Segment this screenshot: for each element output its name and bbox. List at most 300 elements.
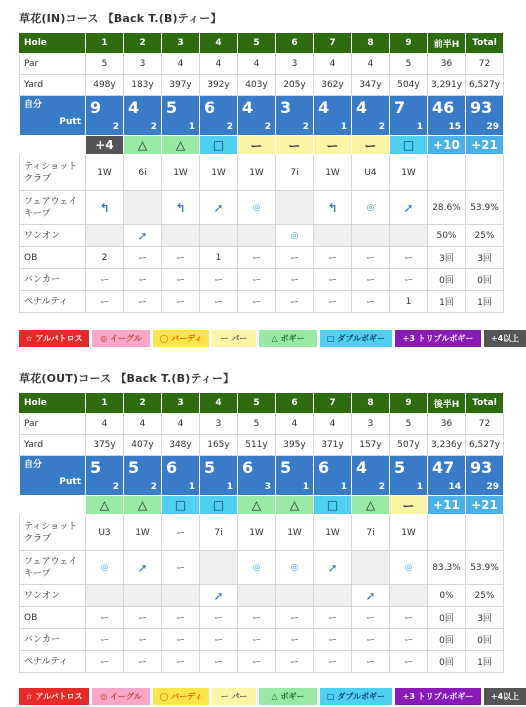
par-row-cell: 4 — [124, 414, 162, 435]
tee-club-row-cell: 1W — [86, 155, 124, 191]
bunker-row-cell: ー — [390, 269, 428, 291]
header-cell: 3 — [162, 33, 200, 54]
legend-triple: +3 トリプルボギー — [395, 688, 481, 705]
result-cell: +10 — [428, 136, 466, 155]
ob-row — [20, 247, 504, 269]
ob-row-cell: ー — [200, 607, 238, 629]
putt-count: 2 — [378, 121, 385, 132]
score-cell — [200, 96, 238, 136]
ob-row-cell: ー — [162, 607, 200, 629]
yard-row — [20, 435, 504, 456]
header-cell: 9 — [390, 393, 428, 414]
fairway-keep-row-cell — [352, 551, 390, 585]
fairway-keep-row-cell — [390, 551, 428, 585]
yard-row-cell: 395y — [276, 435, 314, 456]
penalty-row-cell: ー — [124, 651, 162, 673]
stroke-count: 5 — [128, 457, 140, 477]
curve-right-arrow-icon: ➚ — [213, 588, 224, 603]
putt-count: 2 — [112, 481, 119, 492]
par-row-cell: 3 — [276, 54, 314, 75]
legend-eagle: ◎ イーグル — [92, 330, 150, 347]
one-on-row-label: ワンオン — [20, 225, 86, 247]
legend-over: +4以上 — [484, 330, 526, 347]
header-cell: 2 — [124, 393, 162, 414]
bunker-row-label: バンカー — [20, 269, 86, 291]
result-cell: ー — [390, 496, 428, 515]
putt-count: 14 — [448, 481, 461, 492]
penalty-row-cell: ー — [162, 651, 200, 673]
bunker-row-cell: ー — [200, 629, 238, 651]
score-cell — [124, 96, 162, 136]
fairway-keep-row-cell: 53.9% — [466, 551, 504, 585]
ring-target-icon: ◎ — [366, 202, 375, 213]
result-cell: △ — [276, 496, 314, 515]
header-cell: 後半H — [428, 393, 466, 414]
ring-target-icon: ◎ — [252, 562, 261, 573]
putt-count: 2 — [264, 121, 271, 132]
one-on-row-cell — [238, 225, 276, 247]
tee-club-row-cell: 1W — [124, 515, 162, 551]
score-cell — [352, 456, 390, 496]
result-cell: +21 — [466, 136, 504, 155]
par-row-cell: 4 — [314, 54, 352, 75]
penalty-row-cell: ー — [238, 651, 276, 673]
legend-bogey: △ ボギー — [259, 688, 317, 705]
par-row-label: Par — [20, 54, 86, 75]
one-on-row — [20, 585, 504, 607]
stroke-count: 47 — [432, 457, 455, 477]
result-cell: ー — [314, 136, 352, 155]
result-cell: □ — [200, 136, 238, 155]
penalty-row-cell: ー — [86, 651, 124, 673]
score-cell — [352, 96, 390, 136]
stroke-count: 5 — [166, 97, 178, 117]
par-row-cell: 5 — [390, 54, 428, 75]
par-row-cell: 3 — [200, 414, 238, 435]
one-on-row-label: ワンオン — [20, 585, 86, 607]
yard-row-cell: 6,527y — [466, 75, 504, 96]
stroke-count: 46 — [432, 97, 455, 117]
stroke-count: 6 — [242, 457, 254, 477]
score-cell — [276, 96, 314, 136]
result-label-cell — [20, 136, 86, 155]
penalty-row-cell: ー — [352, 651, 390, 673]
result-cell: △ — [86, 496, 124, 515]
ob-row-cell: ー — [238, 247, 276, 269]
ring-target-icon: ◎ — [290, 230, 299, 241]
stroke-count: 9 — [90, 97, 102, 117]
hook-left-arrow-icon: ↰ — [327, 200, 338, 215]
ob-row-cell: ー — [86, 607, 124, 629]
ob-row-cell: ー — [390, 607, 428, 629]
tee-club-row-cell — [428, 515, 466, 551]
fairway-keep-row-cell — [200, 191, 238, 225]
putt-count: 1 — [340, 121, 347, 132]
fairway-keep-row-label: フェアウェイキープ — [20, 551, 86, 585]
yard-row-cell: 347y — [352, 75, 390, 96]
ring-target-icon: ◎ — [404, 562, 413, 573]
stroke-count: 4 — [356, 97, 368, 117]
score-cell — [200, 456, 238, 496]
one-on-row-cell — [238, 585, 276, 607]
fairway-keep-row-cell — [86, 191, 124, 225]
legend-over: +4以上 — [484, 688, 526, 705]
tee-club-row-cell: 1W — [238, 155, 276, 191]
one-on-row-cell — [86, 225, 124, 247]
result-row — [20, 136, 504, 155]
par-row-cell: 4 — [200, 54, 238, 75]
stroke-count: 5 — [204, 457, 216, 477]
one-on-row-cell: 0% — [428, 585, 466, 607]
fairway-keep-row-label: フェアウェイキープ — [20, 191, 86, 225]
score-cell — [162, 456, 200, 496]
legend-eagle: ◎ イーグル — [92, 688, 150, 705]
legend-birdie: ◯ バーディ — [153, 688, 209, 705]
stroke-count: 4 — [128, 97, 140, 117]
par-row-label: Par — [20, 414, 86, 435]
header-cell: 8 — [352, 33, 390, 54]
bunker-row-label: バンカー — [20, 629, 86, 651]
par-row-cell: 4 — [314, 414, 352, 435]
my-score-label-cell — [20, 456, 86, 496]
penalty-row-cell: ー — [124, 291, 162, 313]
header-hole-label: Hole — [20, 33, 86, 54]
result-cell: □ — [390, 136, 428, 155]
result-cell: +21 — [466, 496, 504, 515]
curve-right-arrow-icon: ➚ — [137, 228, 148, 243]
header-row — [20, 33, 504, 54]
penalty-row-cell: ー — [200, 651, 238, 673]
fairway-keep-row-cell: 53.9% — [466, 191, 504, 225]
fairway-keep-row — [20, 191, 504, 225]
ob-row-cell: ー — [352, 247, 390, 269]
my-score-label: 自分 — [24, 460, 43, 470]
fairway-keep-row-cell — [352, 191, 390, 225]
legend-bogey: △ ボギー — [259, 330, 317, 347]
putt-count: 3 — [264, 481, 271, 492]
par-row-cell: 5 — [390, 414, 428, 435]
putt-count: 1 — [416, 121, 423, 132]
tee-club-row-cell: 6i — [124, 155, 162, 191]
ring-target-icon: ◎ — [252, 202, 261, 213]
one-on-row-cell: 50% — [428, 225, 466, 247]
result-cell: ー — [238, 136, 276, 155]
tee-club-row-cell: ー — [162, 515, 200, 551]
tee-club-row-label: ティショットクラブ — [20, 515, 86, 551]
penalty-row — [20, 291, 504, 313]
ob-row-cell: ー — [124, 607, 162, 629]
putt-count: 29 — [486, 121, 499, 132]
putt-count: 1 — [188, 481, 195, 492]
legend-dbl: □ ダブルボギー — [320, 688, 392, 705]
yard-row-cell: 407y — [124, 435, 162, 456]
fairway-keep-row-cell — [200, 551, 238, 585]
one-on-row-cell — [352, 225, 390, 247]
result-cell: ー — [276, 136, 314, 155]
header-cell: 前半H — [428, 33, 466, 54]
header-cell: 5 — [238, 33, 276, 54]
putt-count: 1 — [302, 481, 309, 492]
header-cell: 4 — [200, 393, 238, 414]
bunker-row-cell: 0回 — [428, 269, 466, 291]
yard-row-cell: 403y — [238, 75, 276, 96]
curve-right-arrow-icon: ➚ — [213, 200, 224, 215]
yard-row-label: Yard — [20, 435, 86, 456]
one-on-row-cell — [200, 225, 238, 247]
bunker-row — [20, 269, 504, 291]
putt-label: Putt — [59, 477, 81, 487]
penalty-row-cell: ー — [352, 291, 390, 313]
curve-right-arrow-icon: ➚ — [327, 560, 338, 575]
yard-row-cell: 507y — [390, 435, 428, 456]
penalty-row-label: ペナルティ — [20, 651, 86, 673]
ob-row-cell: 2 — [86, 247, 124, 269]
yard-row-cell: 504y — [390, 75, 428, 96]
bunker-row-cell: ー — [86, 629, 124, 651]
bunker-row-cell: 0回 — [466, 629, 504, 651]
result-label-cell — [20, 496, 86, 515]
par-row-cell: 5 — [238, 414, 276, 435]
ob-row-cell: 1 — [200, 247, 238, 269]
tee-club-row-cell: 7i — [352, 515, 390, 551]
result-cell: △ — [124, 136, 162, 155]
par-row-cell: 72 — [466, 414, 504, 435]
yard-row-cell: 371y — [314, 435, 352, 456]
result-cell: □ — [200, 496, 238, 515]
tee-club-row-cell: 7i — [200, 515, 238, 551]
par-row-cell: 4 — [162, 54, 200, 75]
stroke-count: 4 — [242, 97, 254, 117]
score-cell — [86, 96, 124, 136]
bunker-row-cell: ー — [200, 269, 238, 291]
penalty-row-cell: ー — [200, 291, 238, 313]
tee-club-row-cell: 7i — [276, 155, 314, 191]
stroke-count: 5 — [90, 457, 102, 477]
one-on-row-cell — [162, 225, 200, 247]
stroke-count: 4 — [356, 457, 368, 477]
header-cell: 6 — [276, 393, 314, 414]
legend-par: ー パー — [212, 330, 256, 347]
yard-row-cell: 3,291y — [428, 75, 466, 96]
ob-row-cell: 3回 — [428, 247, 466, 269]
score-cell — [276, 456, 314, 496]
header-cell: 6 — [276, 33, 314, 54]
bunker-row-cell: ー — [314, 629, 352, 651]
yard-row-cell: 511y — [238, 435, 276, 456]
hook-left-arrow-icon: ↰ — [175, 200, 186, 215]
my-score-row — [20, 456, 504, 496]
par-row-cell: 4 — [238, 54, 276, 75]
result-cell: ー — [352, 136, 390, 155]
yard-row-cell: 375y — [86, 435, 124, 456]
penalty-row-cell: ー — [238, 291, 276, 313]
ob-row-cell: 3回 — [466, 607, 504, 629]
ob-row-cell: ー — [276, 607, 314, 629]
par-row-cell: 4 — [352, 54, 390, 75]
yard-row-cell: 3,236y — [428, 435, 466, 456]
yard-row-cell: 397y — [162, 75, 200, 96]
curve-right-arrow-icon: ➚ — [137, 560, 148, 575]
header-cell: 1 — [86, 33, 124, 54]
bunker-row-cell: ー — [124, 269, 162, 291]
one-on-row-cell: 25% — [466, 585, 504, 607]
score-cell — [314, 456, 352, 496]
header-cell: 3 — [162, 393, 200, 414]
penalty-row-cell: 1 — [390, 291, 428, 313]
penalty-row-cell: ー — [276, 651, 314, 673]
putt-count: 2 — [150, 481, 157, 492]
putt-label: Putt — [59, 117, 81, 127]
header-cell: 1 — [86, 393, 124, 414]
ob-row-label: OB — [20, 247, 86, 269]
result-cell: +11 — [428, 496, 466, 515]
yard-row-cell: 6,527y — [466, 435, 504, 456]
par-row-cell: 36 — [428, 54, 466, 75]
stroke-count: 5 — [280, 457, 292, 477]
stroke-count: 5 — [394, 457, 406, 477]
yard-row-cell: 392y — [200, 75, 238, 96]
ob-row-cell: ー — [162, 247, 200, 269]
bunker-row-cell: ー — [276, 629, 314, 651]
yard-row-label: Yard — [20, 75, 86, 96]
par-row — [20, 54, 504, 75]
ob-row-cell: 0回 — [428, 607, 466, 629]
par-row-cell: 3 — [352, 414, 390, 435]
bunker-row-cell: 0回 — [466, 269, 504, 291]
header-cell: 9 — [390, 33, 428, 54]
stroke-count: 93 — [470, 97, 493, 117]
score-cell — [86, 456, 124, 496]
hook-left-arrow-icon: ↰ — [99, 200, 110, 215]
result-cell: □ — [314, 496, 352, 515]
stroke-count: 6 — [204, 97, 216, 117]
fairway-keep-row-cell — [390, 191, 428, 225]
legend-par: ー パー — [212, 688, 256, 705]
putt-count: 2 — [150, 121, 157, 132]
par-row-cell: 4 — [162, 414, 200, 435]
penalty-row-cell: ー — [390, 651, 428, 673]
fairway-keep-row-cell — [276, 551, 314, 585]
tee-club-row-cell: 1W — [238, 515, 276, 551]
tee-club-row — [20, 515, 504, 551]
one-on-row-cell: 25% — [466, 225, 504, 247]
ob-row-cell: ー — [238, 607, 276, 629]
tee-club-row-cell: 1W — [314, 155, 352, 191]
score-cell — [466, 456, 504, 496]
stroke-count: 6 — [318, 457, 330, 477]
result-cell: △ — [124, 496, 162, 515]
score-cell — [124, 456, 162, 496]
ob-row-cell: ー — [314, 247, 352, 269]
penalty-row-cell: ー — [314, 291, 352, 313]
fairway-keep-row-cell — [162, 191, 200, 225]
out-course-scorecard — [19, 392, 504, 673]
score-cell — [390, 456, 428, 496]
legend-alb: ☆ アルバトロス — [19, 688, 89, 705]
putt-count: 1 — [340, 481, 347, 492]
tee-club-row-cell: U3 — [86, 515, 124, 551]
fairway-keep-row-cell: 83.3% — [428, 551, 466, 585]
fairway-keep-row-cell — [86, 551, 124, 585]
putt-count: 29 — [486, 481, 499, 492]
putt-count: 1 — [188, 121, 195, 132]
header-cell: 7 — [314, 33, 352, 54]
fairway-keep-row-cell — [314, 191, 352, 225]
fairway-keep-row-cell: ー — [162, 551, 200, 585]
one-on-row-cell — [390, 585, 428, 607]
stroke-count: 7 — [394, 97, 406, 117]
bunker-row-cell: ー — [352, 269, 390, 291]
one-on-row-cell — [200, 585, 238, 607]
bunker-row-cell: ー — [390, 629, 428, 651]
tee-club-row-cell — [466, 155, 504, 191]
putt-count: 15 — [448, 121, 461, 132]
penalty-row-cell: ー — [86, 291, 124, 313]
legend-alb: ☆ アルバトロス — [19, 330, 89, 347]
result-row — [20, 496, 504, 515]
my-score-label: 自分 — [24, 100, 43, 110]
fairway-keep-row-cell: 28.6% — [428, 191, 466, 225]
penalty-row-label: ペナルティ — [20, 291, 86, 313]
in-course-scorecard — [19, 32, 504, 313]
fairway-keep-row-cell — [238, 551, 276, 585]
tee-club-row-cell: 1W — [200, 155, 238, 191]
tee-club-row-label: ティショットクラブ — [20, 155, 86, 191]
my-score-label-cell — [20, 96, 86, 136]
score-cell — [428, 456, 466, 496]
one-on-row-cell — [162, 585, 200, 607]
tee-club-row-cell — [466, 515, 504, 551]
curve-right-arrow-icon: ➚ — [403, 200, 414, 215]
putt-count: 2 — [302, 121, 309, 132]
score-cell — [238, 456, 276, 496]
penalty-row-cell: ー — [276, 291, 314, 313]
ob-row — [20, 607, 504, 629]
penalty-row-cell: ー — [162, 291, 200, 313]
fairway-keep-row-cell — [124, 551, 162, 585]
putt-count: 1 — [416, 481, 423, 492]
tee-club-row-cell: 1W — [390, 515, 428, 551]
curve-right-arrow-icon: ➚ — [365, 588, 376, 603]
fairway-keep-row — [20, 551, 504, 585]
bunker-row-cell: ー — [238, 629, 276, 651]
ob-row-cell: ー — [390, 247, 428, 269]
result-cell: +4 — [86, 136, 124, 155]
putt-count: 2 — [226, 121, 233, 132]
bunker-row — [20, 629, 504, 651]
one-on-row-cell — [86, 585, 124, 607]
header-cell: 2 — [124, 33, 162, 54]
score-cell — [314, 96, 352, 136]
penalty-row-cell: ー — [314, 651, 352, 673]
ob-row-cell: ー — [124, 247, 162, 269]
par-row-cell: 4 — [276, 414, 314, 435]
penalty-row-cell: 1回 — [466, 291, 504, 313]
my-score-row — [20, 96, 504, 136]
legend-birdie: ◯ バーディ — [153, 330, 209, 347]
tee-club-row — [20, 155, 504, 191]
header-cell: Total — [466, 33, 504, 54]
header-cell: 7 — [314, 393, 352, 414]
stroke-count: 4 — [318, 97, 330, 117]
one-on-row-cell — [124, 225, 162, 247]
bunker-row-cell: ー — [162, 269, 200, 291]
par-row-cell: 5 — [86, 54, 124, 75]
yard-row-cell: 183y — [124, 75, 162, 96]
yard-row-cell: 205y — [276, 75, 314, 96]
ob-row-label: OB — [20, 607, 86, 629]
score-cell — [238, 96, 276, 136]
